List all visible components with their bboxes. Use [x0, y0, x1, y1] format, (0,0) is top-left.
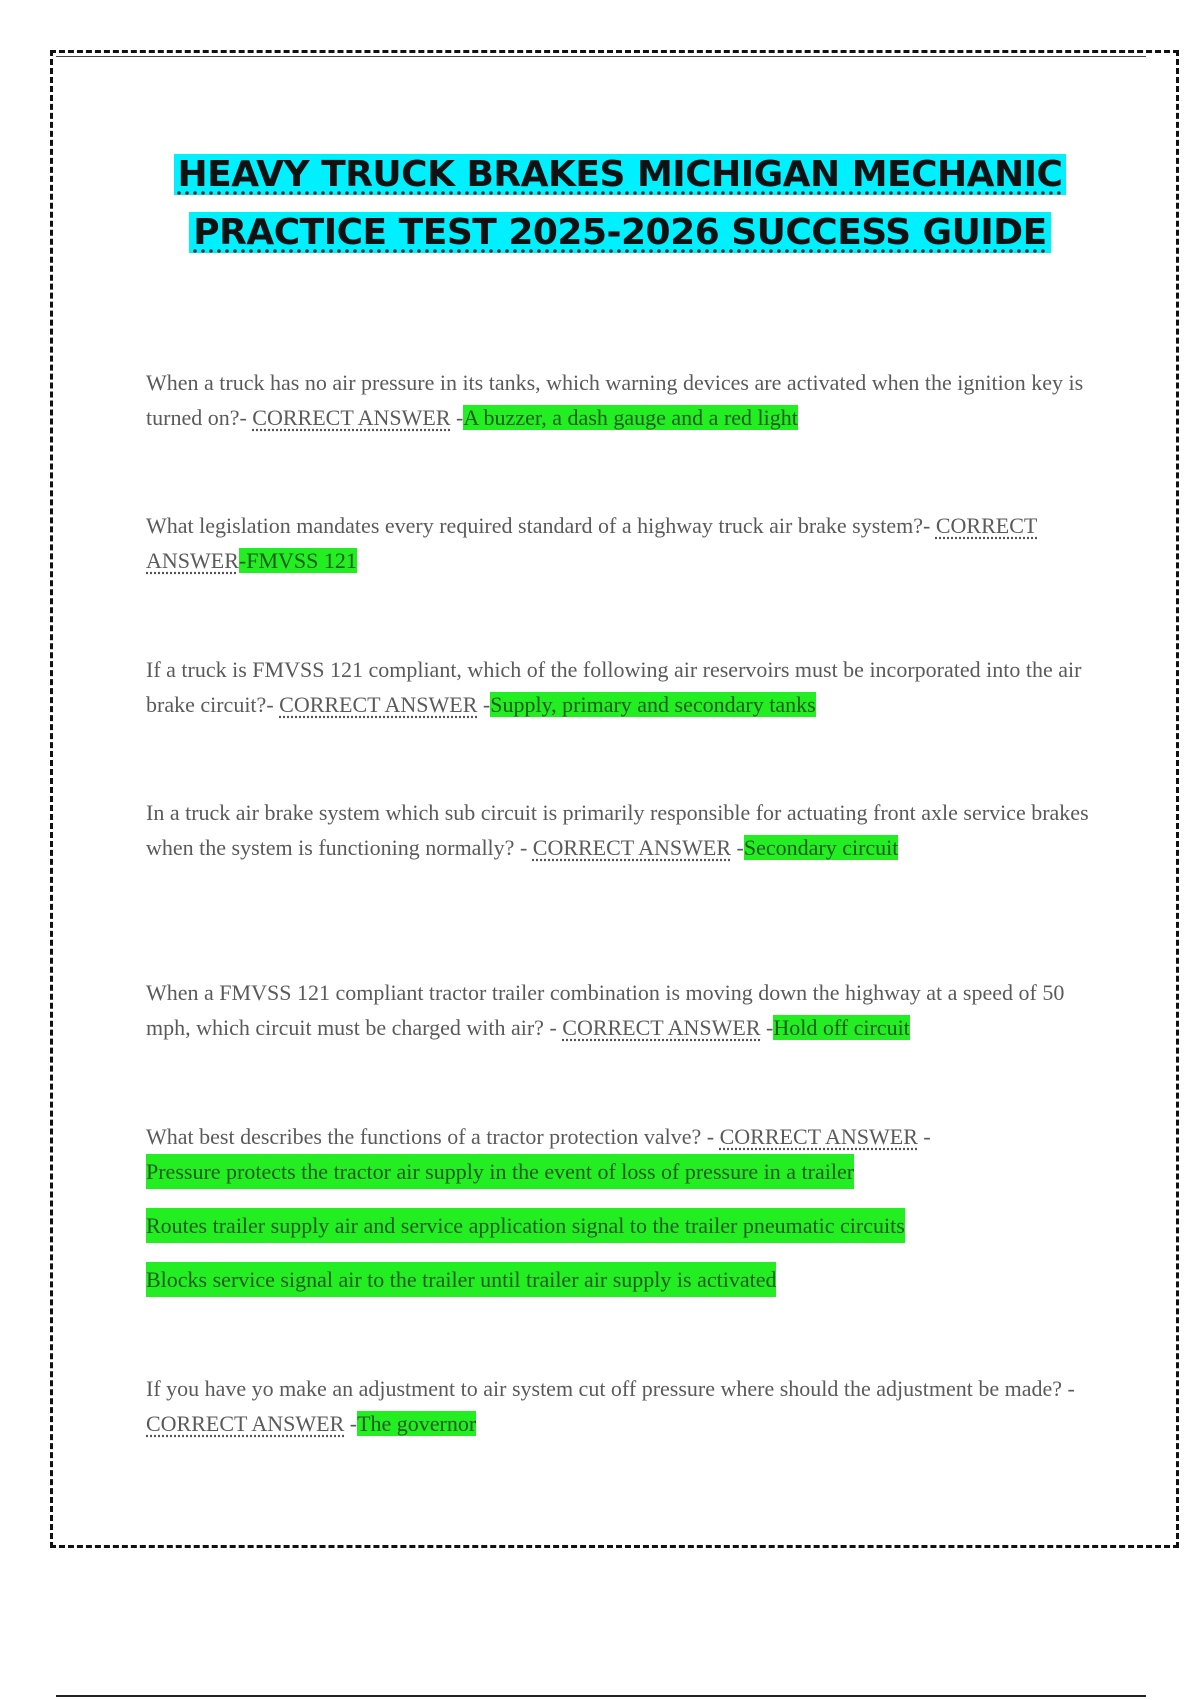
question-text: What legislation mandates every required standard of a highway truck air brake system?	[146, 513, 924, 538]
answer-label: CORRECT ANSWER	[252, 405, 451, 430]
qa-item-1: When a truck has no air pressure in its tanks, which warning devices are activated when the ignition key is turned on?- CORRECT ANSWER -A buzzer, a dash gauge and a red light	[146, 370, 1084, 430]
answer-label: CORRECT ANSWER	[146, 513, 1038, 573]
answer-text: -FMVSS 121	[238, 548, 357, 573]
answer-text: Routes trailer supply air and service application signal to the trailer pneumatic circuits	[146, 1208, 905, 1243]
document-title	[140, 146, 1100, 262]
answer-text: Supply, primary and secondary tanks	[490, 692, 816, 717]
question-text: What best describes the functions of a tractor protection valve?	[146, 1124, 702, 1149]
answer-text: The governor	[357, 1411, 477, 1436]
answer-label: CORRECT ANSWER	[146, 1411, 345, 1436]
footer-rule	[56, 1695, 1146, 1697]
answer-label: CORRECT ANSWER	[562, 1015, 761, 1040]
answer-text: Pressure protects the tractor air supply in the event of loss of pressure in a trailer	[146, 1154, 854, 1189]
answer-text: A buzzer, a dash gauge and a red light	[463, 405, 798, 430]
qa-item-6: What best describes the functions of a tractor protection valve? - CORRECT ANSWER - Pressure protects the tractor air supply in the event of loss of pressure in a trailer Routes trailer supply air and service application signal to the trailer pneumatic circuits Blocks service signal air to the trailer until trailer air supply is activated	[146, 1119, 1096, 1297]
qa-item-2: What legislation mandates every required standard of a highway truck air brake system?- CORRECT ANSWER-FMVSS 121	[146, 513, 1038, 573]
answer-text: Hold off circuit	[773, 1015, 910, 1040]
title-line-2: PRACTICE TEST 2025-2026 SUCCESS GUIDE	[189, 212, 1050, 253]
question-text: When a truck has no air pressure in its tanks, which warning devices are activated when the ignition key is turned on?	[146, 370, 1084, 430]
question-text: If you have yo make an adjustment to air system cut off pressure where should the adjustment be made?	[146, 1376, 1062, 1401]
answer-text: Secondary circuit	[743, 835, 899, 860]
title-line-1: HEAVY TRUCK BRAKES MICHIGAN MECHANIC	[174, 154, 1067, 195]
answer-text: Blocks service signal air to the trailer until trailer air supply is activated	[146, 1262, 776, 1297]
answer-label: CORRECT ANSWER	[279, 692, 478, 717]
question-text: In a truck air brake system which sub circuit is primarily responsible for actuating front axle service brakes when the system is functioning normally?	[146, 800, 1089, 860]
question-text: When a FMVSS 121 compliant tractor trailer combination is moving down the highway at a speed of 50 mph, which circuit must be charged with air?	[146, 980, 1065, 1040]
qa-item-4: In a truck air brake system which sub circuit is primarily responsible for actuating front axle service brakes when the system is functioning normally? - CORRECT ANSWER -Secondary circuit	[146, 800, 1089, 860]
qa-item-5: When a FMVSS 121 compliant tractor trailer combination is moving down the highway at a speed of 50 mph, which circuit must be charged with air? - CORRECT ANSWER -Hold off circuit	[146, 980, 1065, 1040]
answer-label: CORRECT ANSWER	[532, 835, 732, 860]
question-text: If a truck is FMVSS 121 compliant, which of the following air reservoirs must be incorporated into the air brake circuit?	[146, 657, 1082, 717]
qa-item-3: If a truck is FMVSS 121 compliant, which of the following air reservoirs must be incorporated into the air brake circuit?- CORRECT ANSWER -Supply, primary and secondary tanks	[146, 657, 1082, 717]
answer-label: CORRECT ANSWER	[719, 1124, 918, 1149]
qa-item-7: If you have yo make an adjustment to air system cut off pressure where should the adjustment be made? - CORRECT ANSWER -The governor	[146, 1376, 1075, 1436]
header-rule	[56, 56, 1146, 57]
